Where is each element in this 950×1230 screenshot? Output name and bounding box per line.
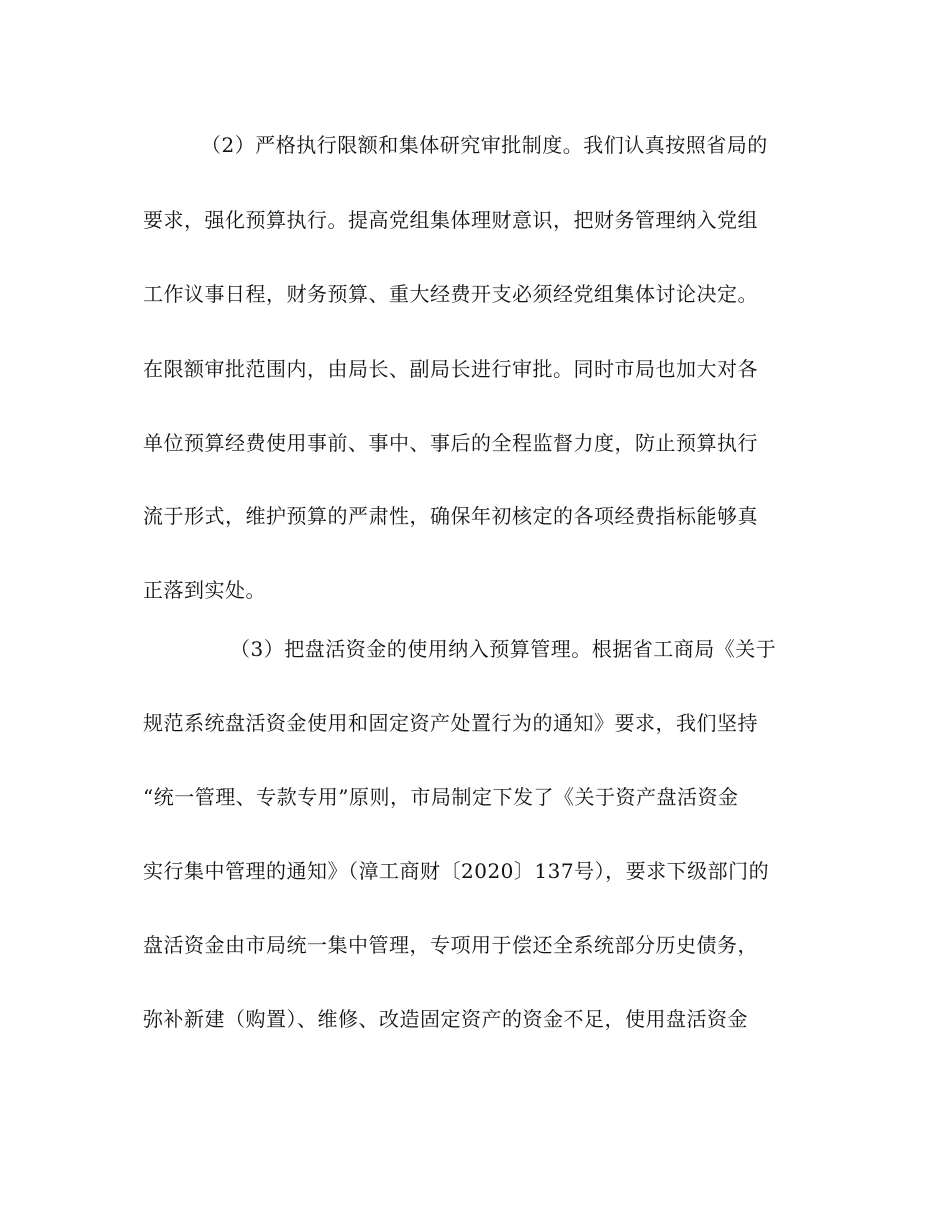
paragraph-2-line-3: 工作议事日程，财务预算、重大经费开支必须经党组集体讨论决定。 <box>143 282 758 306</box>
paragraph-2-line-5: 单位预算经费使用事前、事中、事后的全程监督力度，防止预算执行 <box>143 431 758 455</box>
paragraph-2-line-1: （2）严格执行限额和集体研究审批制度。我们认真按照省局的 <box>201 133 768 157</box>
paragraph-2-line-4: 在限额审批范围内，由局长、副局长进行审批。同时市局也加大对各 <box>143 357 758 381</box>
paragraph-3-line-5: 盘活资金由市局统一集中管理，专项用于偿还全系统部分历史债务， <box>143 933 758 957</box>
paragraph-2-line-2: 要求，强化预算执行。提高党组集体理财意识，把财务管理纳入党组 <box>143 208 758 232</box>
paragraph-3-line-4: 实行集中管理的通知》（漳工商财〔2020〕137号），要求下级部门的 <box>143 859 770 883</box>
paragraph-3-line-1: （3）把盘活资金的使用纳入预算管理。根据省工商局《关于 <box>230 637 777 661</box>
paragraph-2-line-7: 正落到实处。 <box>143 578 266 602</box>
paragraph-3-line-6: 弥补新建（购置）、维修、改造固定资产的资金不足，使用盘活资金 <box>143 1007 748 1031</box>
paragraph-3-line-2: 规范系统盘活资金使用和固定资产处置行为的通知》要求，我们坚持 <box>143 711 758 735</box>
paragraph-2-line-6: 流于形式，维护预算的严肃性，确保年初核定的各项经费指标能够真 <box>143 504 758 528</box>
paragraph-3-line-3: “统一管理、专款专用”原则，市局制定下发了《关于资产盘活资金 <box>143 785 739 809</box>
